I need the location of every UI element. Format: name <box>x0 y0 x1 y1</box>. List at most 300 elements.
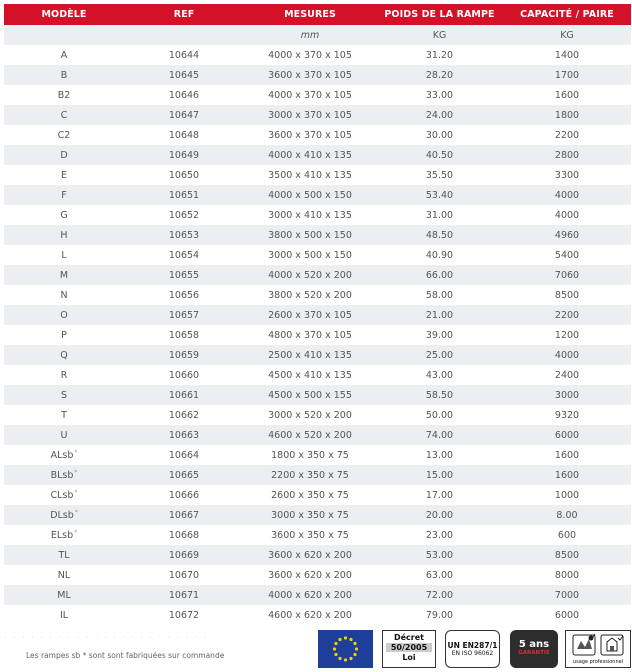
capacity-cell-text: 5400 <box>554 249 580 261</box>
ref-cell <box>124 445 244 465</box>
weight-cell-text: 79.00 <box>425 609 454 621</box>
capacity-cell-text: 3000 <box>554 389 580 401</box>
capacity-cell-text: 2400 <box>554 369 580 381</box>
table-row <box>4 445 631 465</box>
capacity-cell <box>503 425 631 445</box>
capacity-cell <box>503 545 631 565</box>
measures-cell-text: 4800 x 370 x 105 <box>268 329 352 341</box>
weight-cell <box>376 445 503 465</box>
model-cell <box>4 405 124 425</box>
measures-cell-text: 2600 x 370 x 105 <box>268 309 352 321</box>
ref-cell <box>124 585 244 605</box>
capacity-cell-text: 2200 <box>554 309 580 321</box>
table-row <box>4 565 631 585</box>
capacity-cell-text: 8500 <box>554 289 580 301</box>
table-row <box>4 245 631 265</box>
table-row <box>4 265 631 285</box>
measures-cell <box>244 465 376 485</box>
model-cell-text: Q <box>60 349 68 361</box>
capacity-cell-text: 8500 <box>554 549 580 561</box>
ref-cell-text: 10665 <box>168 469 200 481</box>
weight-cell <box>376 405 503 425</box>
eu-star <box>349 638 352 641</box>
weight-cell-text: 30.00 <box>425 129 454 141</box>
weight-cell <box>376 565 503 585</box>
model-cell-text: TL <box>58 549 70 561</box>
model-cell-text: E <box>60 169 67 181</box>
decret-line1: Décret <box>393 633 424 642</box>
eu-star <box>349 657 352 660</box>
model-cell-text: ELsb <box>50 529 74 541</box>
capacity-cell <box>503 325 631 345</box>
model-cell <box>4 585 124 605</box>
measures-cell <box>244 205 376 225</box>
model-cell-text: NL <box>57 569 71 581</box>
weight-cell <box>376 125 503 145</box>
weight-cell <box>376 145 503 165</box>
capacity-cell-text: 1200 <box>554 329 580 341</box>
weight-cell-text: 58.00 <box>425 289 454 301</box>
measures-cell-text: 4500 x 410 x 135 <box>268 369 352 381</box>
capacity-cell-text: 1600 <box>554 449 580 461</box>
eu-star <box>344 636 347 639</box>
capacity-cell <box>503 245 631 265</box>
weight-cell <box>376 525 503 545</box>
ref-cell-text: 10657 <box>168 309 200 321</box>
ref-cell <box>124 45 244 65</box>
model-cell <box>4 385 124 405</box>
weight-cell <box>376 65 503 85</box>
ref-cell <box>124 285 244 305</box>
eu-star <box>353 642 356 645</box>
ref-cell-text: 10647 <box>168 109 200 121</box>
model-cell-text: A <box>60 49 68 61</box>
measures-cell-text: 2500 x 410 x 135 <box>268 349 352 361</box>
ref-cell <box>124 505 244 525</box>
model-cell-text: T <box>61 409 67 421</box>
ref-cell <box>124 365 244 385</box>
ref-cell-text: 10662 <box>168 409 200 421</box>
weight-cell <box>376 45 503 65</box>
measures-cell <box>244 365 376 385</box>
ref-cell-text: 10656 <box>168 289 200 301</box>
ref-cell-text: 10645 <box>168 69 200 81</box>
ref-cell <box>124 185 244 205</box>
measures-cell <box>244 145 376 165</box>
weight-cell-text: 50.00 <box>425 409 454 421</box>
table-row <box>4 125 631 145</box>
capacity-cell <box>503 265 631 285</box>
model-cell-text: R <box>60 369 68 381</box>
model-cell-text: BLsb <box>50 469 74 481</box>
weight-cell <box>376 465 503 485</box>
table-row <box>4 205 631 225</box>
ref-cell <box>124 145 244 165</box>
table-row <box>4 165 631 185</box>
unit-cell: KG <box>503 25 631 45</box>
ref-cell-text: 10672 <box>168 609 200 621</box>
capacity-cell-text: 1600 <box>554 89 580 101</box>
ref-cell <box>124 565 244 585</box>
weight-cell-text: 40.50 <box>425 149 454 161</box>
model-cell <box>4 505 124 525</box>
table-row <box>4 525 631 545</box>
capacity-cell <box>503 185 631 205</box>
table-row <box>4 585 631 605</box>
weight-cell <box>376 585 503 605</box>
measures-cell-text: 3800 x 500 x 150 <box>268 229 352 241</box>
ref-cell-text: 10666 <box>168 489 200 501</box>
measures-cell <box>244 565 376 585</box>
measures-cell <box>244 405 376 425</box>
ref-cell <box>124 305 244 325</box>
warranty-years: 5 ans <box>518 639 550 650</box>
ref-cell-text: 10653 <box>168 229 200 241</box>
measures-cell <box>244 485 376 505</box>
weight-cell <box>376 505 503 525</box>
capacity-cell-text: 1800 <box>554 109 580 121</box>
ref-cell <box>124 485 244 505</box>
model-cell <box>4 525 124 545</box>
ref-cell <box>124 65 244 85</box>
weight-cell <box>376 265 503 285</box>
capacity-cell-text: 7060 <box>554 269 580 281</box>
table-row <box>4 225 631 245</box>
measures-cell <box>244 105 376 125</box>
weight-cell-text: 35.50 <box>425 169 454 181</box>
measures-cell <box>244 225 376 245</box>
capacity-cell-text: 4000 <box>554 209 580 221</box>
ref-cell-text: 10660 <box>168 369 200 381</box>
capacity-cell <box>503 585 631 605</box>
ref-cell <box>124 425 244 445</box>
eu-star <box>338 657 341 660</box>
col-header-capacity: CAPACITÉ / PAIRE <box>503 4 631 25</box>
measures-cell-text: 3600 x 620 x 200 <box>268 569 352 581</box>
weight-cell <box>376 165 503 185</box>
table-row <box>4 605 631 625</box>
ref-cell-text: 10646 <box>168 89 200 101</box>
measures-cell <box>244 85 376 105</box>
capacity-cell <box>503 165 631 185</box>
ref-cell <box>124 165 244 185</box>
weight-cell <box>376 205 503 225</box>
table-row <box>4 405 631 425</box>
model-cell <box>4 125 124 145</box>
measures-cell <box>244 165 376 185</box>
spec-table <box>4 4 631 625</box>
ref-cell-text: 10649 <box>168 149 200 161</box>
measures-cell-text: 3000 x 500 x 150 <box>268 249 352 261</box>
measures-cell <box>244 525 376 545</box>
weight-cell <box>376 85 503 105</box>
ref-cell-text: 10648 <box>168 129 200 141</box>
measures-cell-text: 1800 x 350 x 75 <box>271 449 349 461</box>
norm-badge <box>445 630 500 668</box>
weight-cell <box>376 485 503 505</box>
measures-cell <box>244 385 376 405</box>
model-cell-text: ML <box>57 589 71 601</box>
model-cell <box>4 305 124 325</box>
capacity-cell <box>503 505 631 525</box>
eu-star <box>338 638 341 641</box>
model-cell-text: N <box>60 289 68 301</box>
model-cell <box>4 605 124 625</box>
ref-cell-text: 10654 <box>168 249 200 261</box>
weight-cell <box>376 425 503 445</box>
capacity-cell-text: 600 <box>557 529 577 541</box>
model-cell <box>4 85 124 105</box>
weight-cell-text: 66.00 <box>425 269 454 281</box>
table-row <box>4 425 631 445</box>
weight-cell-text: 43.00 <box>425 369 454 381</box>
weight-cell-text: 21.00 <box>425 309 454 321</box>
eu-star <box>344 658 347 661</box>
ref-cell-text: 10663 <box>168 429 200 441</box>
measures-cell-text: 3600 x 620 x 200 <box>268 549 352 561</box>
capacity-cell-text: 9320 <box>554 409 580 421</box>
model-cell <box>4 45 124 65</box>
model-cell <box>4 225 124 245</box>
capacity-cell-text: 2200 <box>554 129 580 141</box>
measures-cell <box>244 125 376 145</box>
model-cell <box>4 105 124 125</box>
capacity-cell <box>503 445 631 465</box>
model-cell <box>4 365 124 385</box>
weight-cell-text: 40.90 <box>425 249 454 261</box>
norm-line2: EN ISO 96062 <box>451 650 494 657</box>
warranty-badge <box>510 630 558 668</box>
measures-cell <box>244 185 376 205</box>
custom-order-mark: * <box>74 528 78 536</box>
measures-cell <box>244 505 376 525</box>
model-cell-text: C2 <box>57 129 71 141</box>
model-cell <box>4 265 124 285</box>
model-cell-text: DLsb <box>50 509 74 521</box>
measures-cell-text: 2200 x 350 x 75 <box>271 469 349 481</box>
capacity-cell <box>503 385 631 405</box>
unit-cell: KG <box>376 25 503 45</box>
table-row <box>4 45 631 65</box>
weight-cell <box>376 385 503 405</box>
model-cell <box>4 485 124 505</box>
capacity-cell <box>503 45 631 65</box>
weight-cell <box>376 105 503 125</box>
capacity-cell <box>503 145 631 165</box>
model-cell <box>4 445 124 465</box>
weight-cell-text: 28.20 <box>425 69 454 81</box>
capacity-cell-text: 4000 <box>554 189 580 201</box>
ref-cell <box>124 105 244 125</box>
capacity-cell <box>503 285 631 305</box>
capacity-cell-text: 6000 <box>554 609 580 621</box>
weight-cell <box>376 225 503 245</box>
measures-cell-text: 4000 x 370 x 105 <box>268 89 352 101</box>
model-cell-text: F <box>61 189 67 201</box>
norm-line1: UN EN287/1 <box>447 641 498 650</box>
capacity-cell-text: 7000 <box>554 589 580 601</box>
professional-use-badge <box>565 630 631 668</box>
ref-cell <box>124 245 244 265</box>
weight-cell-text: 63.00 <box>425 569 454 581</box>
model-cell <box>4 345 124 365</box>
table-row <box>4 85 631 105</box>
table-row <box>4 325 631 345</box>
model-cell <box>4 565 124 585</box>
ref-cell <box>124 525 244 545</box>
ref-cell <box>124 405 244 425</box>
capacity-cell-text: 1600 <box>554 469 580 481</box>
measures-cell-text: 4000 x 620 x 200 <box>268 589 352 601</box>
capacity-cell-text: 3300 <box>554 169 580 181</box>
table-row <box>4 365 631 385</box>
ref-cell-text: 10670 <box>168 569 200 581</box>
measures-cell <box>244 305 376 325</box>
capacity-cell <box>503 65 631 85</box>
model-cell <box>4 285 124 305</box>
model-cell-text: D <box>60 149 68 161</box>
measures-cell <box>244 265 376 285</box>
capacity-cell <box>503 605 631 625</box>
table-row <box>4 305 631 325</box>
weight-cell-text: 15.00 <box>425 469 454 481</box>
col-header-measures: MESURES <box>244 4 376 25</box>
faded-text-line: · · · · · · · · · · · · · · · · · · · · · · · <box>4 633 209 642</box>
capacity-cell <box>503 305 631 325</box>
eu-star <box>333 647 336 650</box>
model-cell <box>4 325 124 345</box>
table-row <box>4 285 631 305</box>
ref-cell-text: 10651 <box>168 189 200 201</box>
weight-cell <box>376 185 503 205</box>
decret-badge <box>382 630 436 668</box>
measures-cell-text: 3600 x 370 x 105 <box>268 129 352 141</box>
measures-cell-text: 4600 x 520 x 200 <box>268 429 352 441</box>
capacity-cell <box>503 125 631 145</box>
model-cell <box>4 425 124 445</box>
capacity-cell <box>503 105 631 125</box>
capacity-cell <box>503 405 631 425</box>
model-cell-text: IL <box>59 609 69 621</box>
model-cell-text: C <box>60 109 68 121</box>
weight-cell-text: 58.50 <box>425 389 454 401</box>
decret-line3: Loi <box>402 653 416 662</box>
measures-cell <box>244 45 376 65</box>
model-cell-text: H <box>60 229 68 241</box>
ref-cell-text: 10668 <box>168 529 200 541</box>
measures-cell-text: 3000 x 410 x 135 <box>268 209 352 221</box>
ref-cell <box>124 545 244 565</box>
capacity-cell <box>503 365 631 385</box>
capacity-cell-text: 8000 <box>554 569 580 581</box>
ref-cell-text: 10661 <box>168 389 200 401</box>
measures-cell <box>244 545 376 565</box>
capacity-cell <box>503 205 631 225</box>
table-row <box>4 505 631 525</box>
model-cell-text: CLsb <box>50 489 74 501</box>
ref-cell-text: 10664 <box>168 449 200 461</box>
warranty-label: GARANTIE <box>518 650 550 656</box>
ref-cell <box>124 345 244 365</box>
measures-cell-text: 4500 x 500 x 155 <box>268 389 352 401</box>
model-cell-text: M <box>59 269 69 281</box>
weight-cell-text: 39.00 <box>425 329 454 341</box>
measures-cell-text: 4000 x 410 x 135 <box>268 149 352 161</box>
model-cell-text: S <box>60 389 68 401</box>
custom-order-mark: * <box>74 508 78 516</box>
weight-cell-text: 74.00 <box>425 429 454 441</box>
ref-cell-text: 10644 <box>168 49 200 61</box>
weight-cell <box>376 325 503 345</box>
model-cell-text: O <box>60 309 68 321</box>
ref-cell <box>124 205 244 225</box>
table-row <box>4 185 631 205</box>
model-cell-text: G <box>60 209 68 221</box>
ref-cell <box>124 605 244 625</box>
ref-cell <box>124 465 244 485</box>
header-row <box>4 4 631 25</box>
weight-cell <box>376 345 503 365</box>
table-row <box>4 145 631 165</box>
measures-cell <box>244 345 376 365</box>
ref-cell <box>124 265 244 285</box>
eu-star <box>334 653 337 656</box>
table-row <box>4 385 631 405</box>
eu-star <box>353 653 356 656</box>
table-row <box>4 65 631 85</box>
ref-cell <box>124 85 244 105</box>
measures-cell <box>244 65 376 85</box>
col-header-weight: POIDS DE LA RAMPE <box>376 4 503 25</box>
capacity-cell-text: 2800 <box>554 149 580 161</box>
capacity-cell <box>503 485 631 505</box>
ref-cell-text: 10655 <box>168 269 200 281</box>
measures-cell <box>244 585 376 605</box>
measures-cell-text: 3600 x 370 x 105 <box>268 69 352 81</box>
model-cell <box>4 145 124 165</box>
capacity-cell <box>503 225 631 245</box>
measures-cell <box>244 325 376 345</box>
ref-cell <box>124 125 244 145</box>
ref-cell-text: 10659 <box>168 349 200 361</box>
weight-cell-text: 13.00 <box>425 449 454 461</box>
measures-cell-text: 4600 x 620 x 200 <box>268 609 352 621</box>
table-row <box>4 465 631 485</box>
weight-cell-text: 53.00 <box>425 549 454 561</box>
weight-cell-text: 72.00 <box>425 589 454 601</box>
capacity-cell <box>503 345 631 365</box>
weight-cell-text: 48.50 <box>425 229 454 241</box>
measures-cell <box>244 605 376 625</box>
measures-cell <box>244 425 376 445</box>
model-cell <box>4 465 124 485</box>
ref-cell-text: 10669 <box>168 549 200 561</box>
measures-cell-text: 3000 x 520 x 200 <box>268 409 352 421</box>
table-row <box>4 105 631 125</box>
unit-cell <box>124 25 244 45</box>
measures-cell-text: 3800 x 520 x 200 <box>268 289 352 301</box>
measures-cell <box>244 245 376 265</box>
model-cell-text: B2 <box>57 89 71 101</box>
measures-cell-text: 3000 x 370 x 105 <box>268 109 352 121</box>
decret-line2: 50/2005 <box>386 643 432 652</box>
weight-cell-text: 53.40 <box>425 189 454 201</box>
capacity-cell-text: 4960 <box>554 229 580 241</box>
weight-cell <box>376 245 503 265</box>
capacity-cell <box>503 565 631 585</box>
weight-cell-text: 23.00 <box>425 529 454 541</box>
unit-cell <box>4 25 124 45</box>
